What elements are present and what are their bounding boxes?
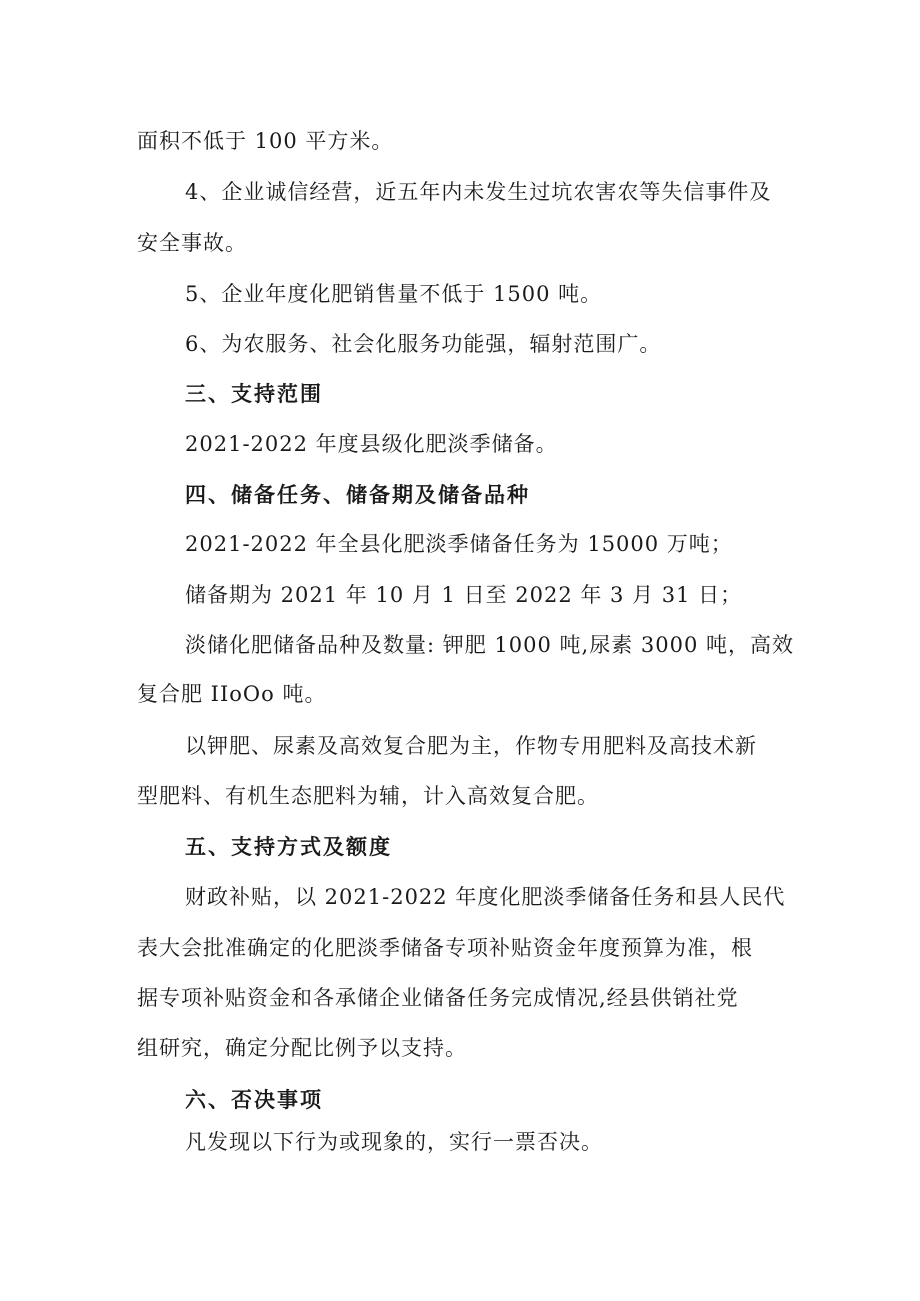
paragraph-line: 据专项补贴资金和各承储企业储备任务完成情况,经县供销社党 — [137, 986, 739, 1010]
section-heading: 四、储备任务、储备期及储备品种 — [185, 483, 530, 507]
paragraph-line: 储备期为 2021 年 10 月 1 日至 2022 年 3 月 31 日； — [185, 583, 743, 607]
paragraph-line: 5、企业年度化肥销售量不低于 1500 吨。 — [185, 282, 603, 306]
paragraph-line: 复合肥 IIoOo 吨。 — [137, 682, 327, 706]
section-heading: 五、支持方式及额度 — [185, 835, 392, 859]
paragraph-line: 2021-2022 年度县级化肥淡季储备。 — [185, 432, 558, 456]
paragraph-line: 以钾肥、尿素及高效复合肥为主，作物专用肥料及高技术新 — [185, 734, 757, 758]
paragraph-line: 表大会批准确定的化肥淡季储备专项补贴资金年度预算为准，根 — [137, 936, 753, 960]
section-heading: 六、否决事项 — [185, 1088, 323, 1112]
paragraph-line: 财政补贴，以 2021-2022 年度化肥淡季储备任务和县人民代 — [185, 885, 786, 909]
paragraph-line: 面积不低于 100 平方米。 — [137, 129, 394, 153]
paragraph-line: 淡储化肥储备品种及数量: 钾肥 1000 吨,尿素 3000 吨，高效 — [185, 633, 795, 657]
paragraph-line: 4、企业诚信经营，近五年内未发生过坑农害农等失信事件及 — [185, 180, 772, 204]
paragraph-line: 2021-2022 年全县化肥淡季储备任务为 15000 万吨； — [185, 532, 733, 556]
paragraph-line: 安全事故。 — [137, 231, 247, 255]
paragraph-line: 型肥料、有机生态肥料为辅，计入高效复合肥。 — [137, 784, 599, 808]
section-heading: 三、支持范围 — [185, 382, 323, 406]
paragraph-line: 凡发现以下行为或现象的，实行一票否决。 — [185, 1130, 603, 1154]
paragraph-line: 组研究，确定分配比例予以支持。 — [137, 1036, 467, 1060]
paragraph-line: 6、为农服务、社会化服务功能强，辐射范围广。 — [185, 332, 662, 356]
